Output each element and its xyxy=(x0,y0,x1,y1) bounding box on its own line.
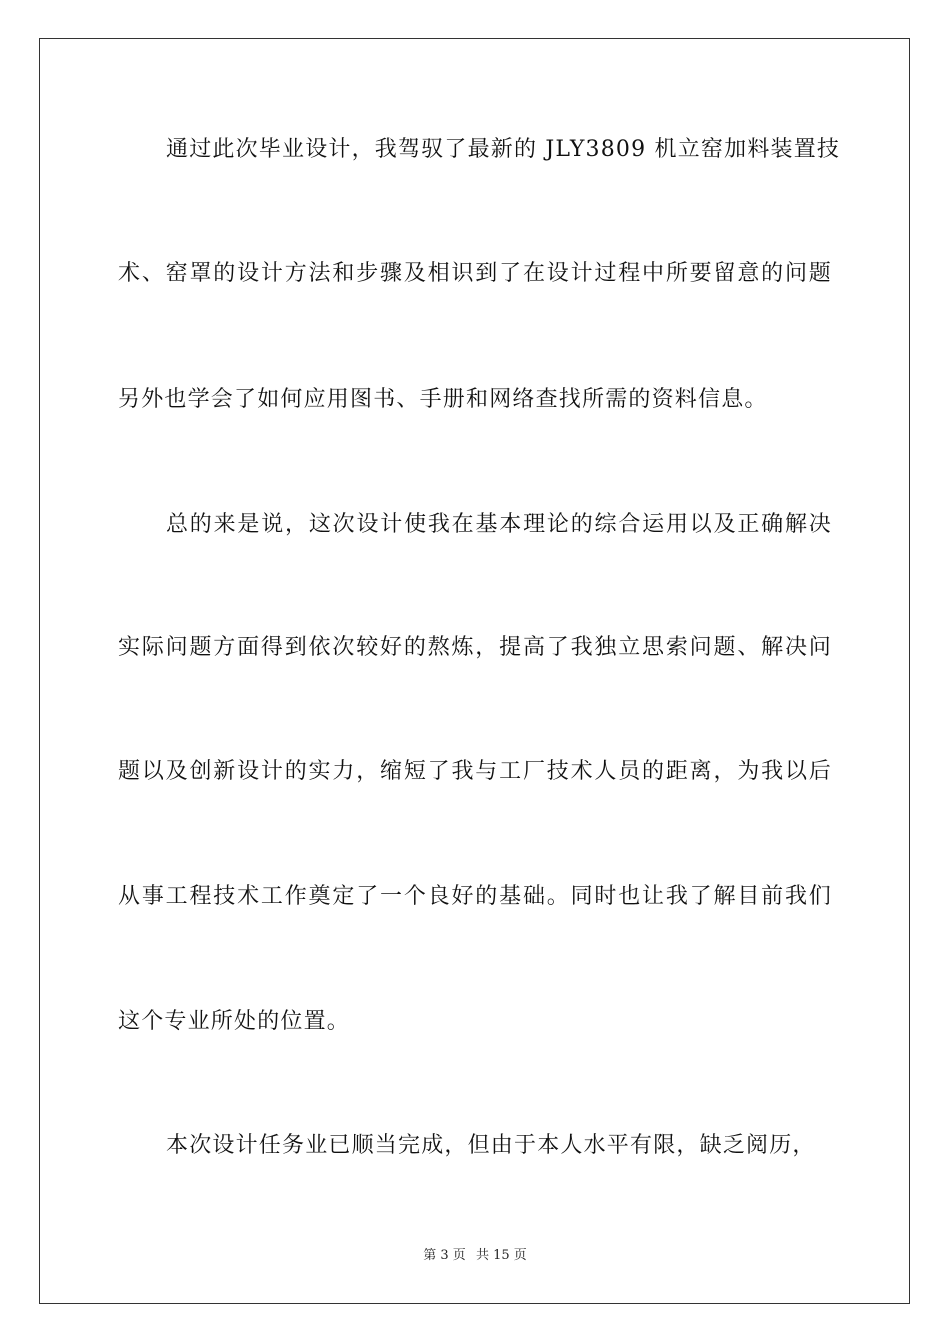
paragraph-2-line-4: 从事工程技术工作奠定了一个良好的基础。同时也让我了解目前我们 xyxy=(118,884,832,909)
page-footer xyxy=(0,1247,950,1265)
page-frame xyxy=(39,38,910,1304)
paragraph-1-line-2: 术、窑罩的设计方法和步骤及相识到了在设计过程中所要留意的问题 xyxy=(118,261,832,286)
paragraph-2-line-2: 实际问题方面得到依次较好的熬炼，提高了我独立思索问题、解决问 xyxy=(118,635,832,660)
paragraph-1-line-3: 另外也学会了如何应用图书、手册和网络查找所需的资料信息。 xyxy=(118,387,768,412)
paragraph-2-line-3: 题以及创新设计的实力，缩短了我与工厂技术人员的距离，为我以后 xyxy=(118,759,832,784)
page-number: 第 3 页 xyxy=(423,1248,466,1263)
total-pages: 共 15 页 xyxy=(475,1248,527,1263)
paragraph-2-line-1: 总的来是说，这次设计使我在基本理论的综合运用以及正确解决 xyxy=(166,512,832,537)
paragraph-1-line-1: 通过此次毕业设计，我驾驭了最新的 JLY3809 机立窑加料装置技 xyxy=(166,137,841,162)
paragraph-2-line-5: 这个专业所处的位置。 xyxy=(118,1009,351,1034)
paragraph-3-line-1: 本次设计任务业已顺当完成，但由于本人水平有限，缺乏阅历， xyxy=(166,1133,816,1158)
